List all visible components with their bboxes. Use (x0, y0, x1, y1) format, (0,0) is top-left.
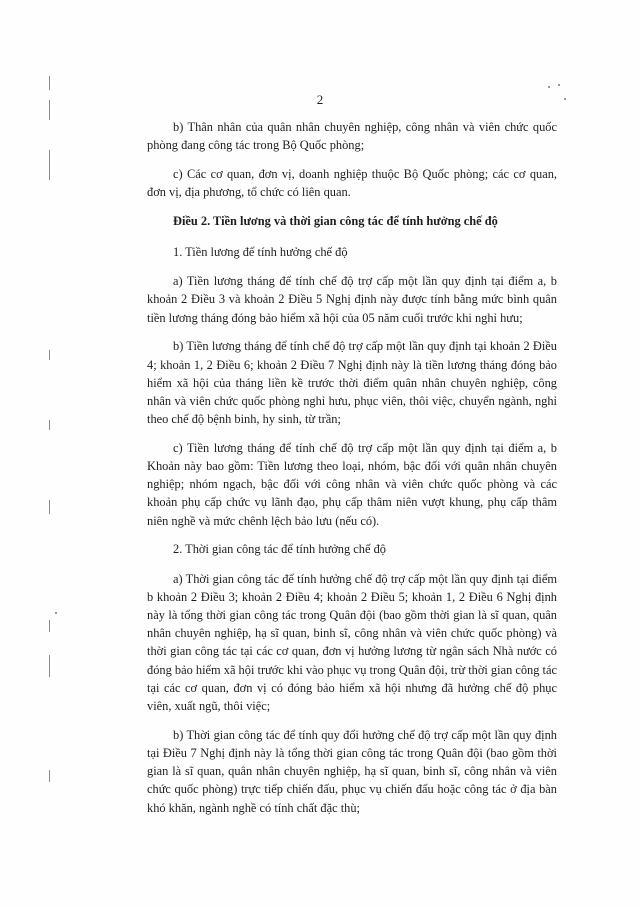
scan-dust-dot (558, 84, 560, 86)
scan-edge-mark (49, 420, 50, 430)
paragraph: a) Thời gian công tác để tính hưởng chế độ trợ cấp một lần quy định tại điểm b khoản 2 Điều 3; khoản 2 Điều 4; khoản 2 Điều 5; khoản 1, 2 Điều 6 Nghị định này là tổng thời gian công tác trong Quân đội (bao gồm thời gian là sĩ quan, quân nhân chuyên nghiệp, hạ sĩ quan, binh sĩ, công nhân và viên chức quốc phòng) và thời gian công tác tại các cơ quan, đơn vị hưởng lương từ ngân sách Nhà nước có đóng bảo hiểm xã hội trước khi vào phục vụ trong Quân đội, trừ thời gian công tác tại các cơ quan, đơn vị có đóng bảo hiểm xã hội nhưng đã hưởng chế độ phục viên, xuất ngũ, thôi việc; (147, 571, 557, 713)
paragraph: c) Các cơ quan, đơn vị, doanh nghiệp thuộc Bộ Quốc phòng; các cơ quan, đơn vị, địa phương, tổ chức có liên quan. (147, 166, 557, 200)
scan-edge-mark (49, 655, 50, 677)
paragraph: b) Thân nhân của quân nhân chuyên nghiệp, công nhân và viên chức quốc phòng đang công tác trong Bộ Quốc phòng; (147, 120, 557, 153)
scan-edge-mark (49, 350, 50, 360)
scan-dust-dot (55, 612, 57, 614)
scan-edge-mark (49, 500, 50, 514)
section-title: 2. Thời gian công tác để tính hưởng chế độ (173, 542, 386, 557)
page-number: 2 (316, 92, 324, 107)
scan-edge-mark (49, 76, 50, 90)
document-body (147, 118, 557, 827)
paragraph: b) Thời gian công tác để tính quy đổi hưởng chế độ trợ cấp một lần quy định tại Điều 7 Nghị định này là tổng thời gian công tác trong Quân đội (bao gồm thời gian là sĩ quan, quân nhân chuyên nghiệp, hạ sĩ quan, binh sĩ, công nhân và viên chức quốc phòng) trực tiếp chiến đấu, phục vụ chiến đấu hoặc công tác ở địa bàn khó khăn, ngành nghề có tính chất đặc thù; (147, 727, 557, 815)
scan-dust-dot (548, 86, 550, 88)
section-title: 1. Tiền lương để tính hưởng chế độ (173, 245, 348, 260)
paragraph: a) Tiền lương tháng để tính chế độ trợ cấp một lần quy định tại điểm a, b khoản 2 Điều 3 và khoản 2 Điều 5 Nghị định này được tính bằng mức bình quân tiền lương tháng đóng bảo hiểm xã hội của 05 năm cuối trước khi nghỉ hưu; (147, 274, 557, 325)
paragraph: b) Tiền lương tháng để tính chế độ trợ cấp một lần quy định tại khoản 2 Điều 4; khoản 1, 2 Điều 6; khoản 2 Điều 7 Nghị định này là tiền lương tháng đóng bảo hiểm xã hội của tháng liền kề trước thời điểm quân nhân chuyên nghiệp, công nhân và viên chức quốc phòng nghỉ hưu, phục viên, thôi việc, chuyển ngành, nghỉ theo chế độ bệnh binh, hy sinh, từ trần; (147, 339, 557, 427)
scan-edge-mark (49, 770, 50, 782)
scan-edge-mark (49, 150, 50, 180)
article-heading: Điều 2. Tiền lương và thời gian công tác để tính hưởng chế độ (173, 213, 498, 228)
paragraph: c) Tiền lương tháng để tính chế độ trợ cấp một lần quy định tại điểm a, b Khoản này bao gồm: Tiền lương theo loại, nhóm, bậc đối với quân nhân chuyên nghiệp; nhóm ngạch, bậc đối với công nhân và viên chức quốc phòng và các khoản phụ cấp chức vụ lãnh đạo, phụ cấp thâm niên vượt khung, phụ cấp thâm niên nghề và mức chênh lệch bảo lưu (nếu có). (147, 440, 557, 528)
scan-edge-mark (49, 620, 50, 632)
